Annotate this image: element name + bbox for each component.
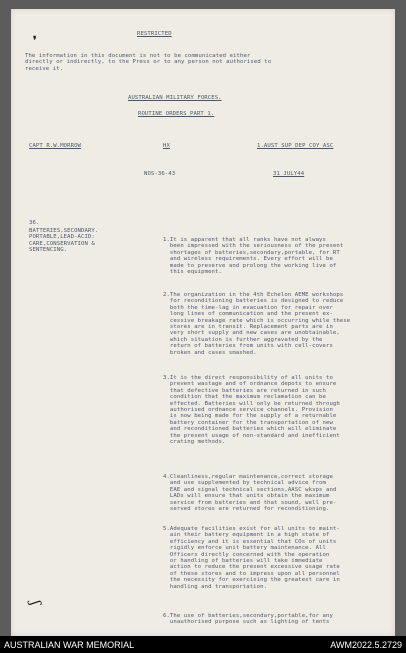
footer-reference: AWM2022.5.2729 [330,640,402,650]
footer-source: AUSTRALIAN WAR MEMORIAL [4,640,135,650]
paragraph-line: the present usage of non-standard and inefficient [163,432,340,439]
paragraph-line: very short supply and new cases are unobtainable, [163,330,340,337]
paragraph-line: condition that the maximum reclamation can be [163,394,326,401]
paragraph-line: 1.It is apparent that all ranks have not always [163,237,326,243]
handwritten-mark-top: ❜ [33,34,37,47]
paragraph-line: broken and cases smashed. [163,349,257,356]
paragraph-line: return of batteries from units with cell-covers [163,343,333,350]
officer-name: CAPT R.W.MORROW [29,143,82,149]
paragraph-line: and use supplemented by technical advice from [163,480,326,487]
paragraph-line: long lines of communication and the present ex- [163,311,333,318]
item-heading-line: SENTENCING. [29,247,68,254]
footer-bar [0,636,406,653]
paragraph-line: rigidly enforce unit battery maintenance. All [163,545,326,552]
paragraph-line: the necessity for exercising the greatest care in [163,577,340,584]
paragraph-line: cessive breakage rate which is occurring while these [163,317,351,324]
paragraph-line: or handling of batteries will take immediate [163,558,323,564]
document-page [11,9,395,636]
order-number: NOS-36-43 [144,171,176,177]
paragraph-line: is now being made for the supply of a returnable [163,413,337,420]
paragraph-line: and wireless requirements. Every effort will be [163,256,333,263]
paragraph-line: EAE and signal technical sections,AASC wksps and [163,486,337,493]
organisation-heading: AUSTRALIAN MILITARY FORCES. [128,95,222,101]
paragraph-line: handling and transportation. [163,583,268,590]
paragraph-line: unauthorised purpose such as lighting of tents [163,619,330,626]
paragraph-line: Officers directly concerned with the operation [163,551,330,558]
paragraph-line: 6.The use of batteries,secondary,portable,for any [163,613,333,619]
item-heading-line: PORTABLE,LEAD-ACID: [29,234,95,241]
paragraph-line: 3.It is the direct responsibility of all units to [163,375,333,381]
paragraph-line: served stores are returned for reconditioning. [163,506,330,512]
paragraph-line: both the time-lag in evacuation for repair over [163,304,333,311]
paragraph-line: this equipment. [163,269,222,275]
notice-line: directly or indirectly, to the Press or to any person not authorised to [25,59,272,66]
paragraph-line: shortages of batteries,secondary,portable, for RT [163,249,340,256]
paragraph-line: made to preserve and prolong the working live of [163,262,337,269]
paragraph-line: authorised ordnance service channels. Provision [163,407,333,413]
handwritten-mark-bottom: ʃ [26,599,44,607]
item-heading-line: CARE,CONSERVATION & [29,240,95,247]
paragraph-line: for reconditioning batteries is designed to reduce [163,298,344,305]
paragraph-line: stores are in transit. Replacement parts are in [163,324,333,330]
paragraph-line: action to reduce the present excessive usage rate [163,564,340,571]
order-date: 31 JULY44 [273,171,305,177]
paragraph-line: service from batteries and that sound, well pre- [163,499,337,506]
paragraph-line: effected. Batteries will only be returned through [163,400,340,407]
paragraph-line: which situation is further aggravated by the [163,336,323,343]
item-number: 36. [29,220,40,226]
paragraph-line: LADs will ensure that units obtain the maximum [163,493,330,500]
paragraph-line: 5.Adequate facilities exist for all units to maint- [163,526,340,532]
paragraph-line: battery container for the transportation of new [163,419,333,426]
paragraph-line: 2.The organization in the 4th Echelon AEME workshops [163,292,344,298]
paragraph-line: efficiency and it is essential that COs of units [163,538,337,545]
paragraph-line: 4.Cleanliness,regular maintenance,correct storage [163,474,333,480]
paragraph-line: of these stores and to impress upon all personnel [163,570,340,577]
rank-code: HX [163,143,170,149]
classification-heading: RESTRICTED [137,31,172,37]
unit-name: 1.AUST SUP DEP COY ASC [257,143,334,149]
notice-line: receive it. [25,65,64,72]
paragraph-line: been impressed with the seriousness of the present [163,243,344,250]
item-heading-line: BATTERIES,SECONDARY. [29,228,99,234]
paragraph-line: and reconditioned batteries which will eliminate [163,426,337,433]
notice-line: The information in this document is not to be communicated either [25,53,251,59]
order-title: ROUTINE ORDERS PART 1. [138,111,215,117]
paragraph-line: crating methods. [163,439,226,445]
paragraph-line: ain their battery equipment in a high state of [163,532,330,539]
paragraph-line: prevent wastage and of ordnance depots to ensure [163,381,337,388]
paragraph-line: that defective batteries are returned in such [163,387,326,394]
